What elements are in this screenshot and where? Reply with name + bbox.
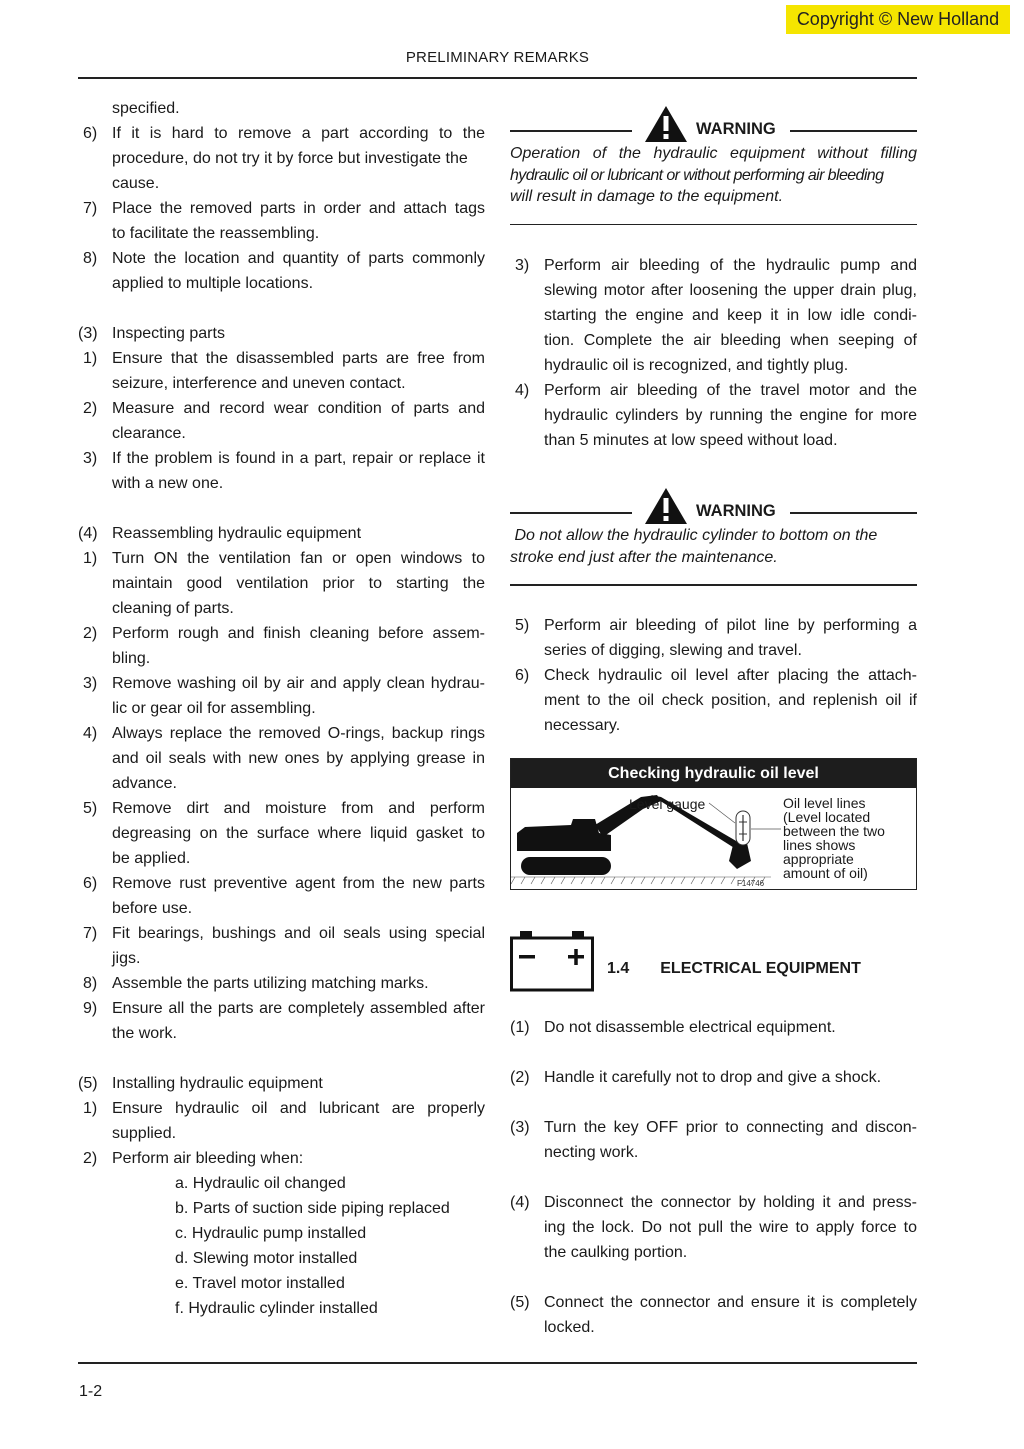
- warning-triangle-icon: [644, 487, 688, 525]
- oil-level-label-line: appropriate: [783, 851, 854, 867]
- item-text: than 5 minutes at low speed without load.: [544, 432, 838, 449]
- item-text: Perform air bleeding when:: [112, 1150, 304, 1167]
- item-text: Ensure hydraulic oil and lubricant are properly: [112, 1100, 485, 1117]
- item-text: slewing motor after loosening the upper drain plug,: [544, 282, 917, 299]
- item-text: Do not disassemble electrical equipment.: [544, 1019, 836, 1036]
- item-text: Installing hydraulic equipment: [112, 1075, 323, 1092]
- item-text: cause.: [112, 175, 160, 192]
- list-item-line: [78, 896, 485, 921]
- item-number: 7): [83, 925, 98, 942]
- list-item-line: [510, 1065, 917, 1090]
- warning-rule-bottom: [510, 224, 917, 226]
- item-text: the work.: [112, 1025, 177, 1042]
- list-item-line: [78, 621, 485, 646]
- list-item-line: [78, 946, 485, 971]
- list-item-line: [78, 271, 485, 296]
- item-number: (2): [510, 1069, 530, 1086]
- list-item-line: [510, 663, 917, 688]
- list-item-line: [78, 321, 485, 346]
- right-steps-block-1: [510, 253, 917, 453]
- list-item-line: [78, 796, 485, 821]
- list-item-line: [510, 1315, 917, 1340]
- item-number: (5): [78, 1075, 98, 1092]
- list-item-line: [510, 253, 917, 278]
- list-item-line: [78, 871, 485, 896]
- item-number: 5): [83, 800, 98, 817]
- list-item-line: [510, 328, 917, 353]
- warning-text-line: stroke end just after the maintenance.: [510, 548, 778, 566]
- list-item-line: [78, 721, 485, 746]
- oil-level-figure-box: [510, 758, 917, 890]
- electrical-items: [510, 1015, 917, 1340]
- item-text: to facilitate the reassembling.: [112, 225, 320, 242]
- warning-text: [510, 143, 917, 208]
- item-text: Check hydraulic oil level after placing the attach-: [544, 667, 917, 684]
- sub-list-item: [78, 1246, 485, 1271]
- warning-label: WARNING: [696, 502, 776, 520]
- section-title: ELECTRICAL EQUIPMENT: [660, 960, 861, 977]
- item-number: 2): [83, 1150, 98, 1167]
- warning-rule-left: [510, 512, 632, 514]
- item-number: 4): [83, 725, 98, 742]
- item-text: Turn the key OFF prior to connecting and discon-: [544, 1119, 917, 1136]
- list-item-line: [510, 1140, 917, 1165]
- item-text: Always replace the removed O-rings, backup rings: [112, 725, 485, 742]
- battery-icon: [510, 930, 594, 997]
- sub-list-item: [78, 1196, 485, 1221]
- list-item-line: [78, 521, 485, 546]
- item-text: advance.: [112, 775, 177, 792]
- warning-header: [510, 103, 917, 143]
- item-number: 6): [83, 875, 98, 892]
- item-text: Fit bearings, bushings and oil seals using special: [112, 925, 485, 942]
- item-text: and oil seals with new ones by applying grease in: [112, 750, 485, 767]
- list-item-line: [510, 403, 917, 428]
- list-item-line: [78, 121, 485, 146]
- list-item-line: [78, 671, 485, 696]
- item-text: degreasing on the surface where liquid gasket to: [112, 825, 485, 842]
- sub-item-text: e. Travel motor installed: [175, 1275, 345, 1292]
- warning-text-line: hydraulic oil or lubricant or without performing air bleeding: [510, 166, 884, 184]
- right-steps-block-2: [510, 613, 917, 738]
- list-item-line: [78, 921, 485, 946]
- item-text: Disconnect the connector by holding it and press-: [544, 1194, 917, 1211]
- warning-rule-right: [790, 130, 917, 132]
- item-text: Remove dirt and moisture from and perform: [112, 800, 485, 817]
- warning-text: [510, 525, 917, 568]
- item-number: (5): [510, 1294, 530, 1311]
- item-number: 5): [515, 617, 530, 634]
- item-text: If the problem is found in a part, repair or replace it: [112, 450, 485, 467]
- figure-title: Checking hydraulic oil level: [511, 759, 916, 788]
- list-item-line: [510, 1240, 917, 1265]
- item-number: (1): [510, 1019, 530, 1036]
- warning-label: WARNING: [696, 120, 776, 138]
- list-item-line: [78, 1071, 485, 1096]
- item-text: jigs.: [112, 950, 141, 967]
- item-text: tion. Complete the air bleeding when seeping of: [544, 332, 917, 349]
- item-text: Assemble the parts utilizing matching marks.: [112, 975, 429, 992]
- level-gauge-label: Level gauge: [629, 796, 706, 812]
- item-number: 8): [83, 250, 98, 267]
- list-item-line: [78, 146, 485, 171]
- left-column: [78, 96, 485, 1321]
- item-text: be applied.: [112, 850, 191, 867]
- oil-level-lines-label: [783, 796, 885, 880]
- list-item-line: [78, 571, 485, 596]
- item-text: Note the location and quantity of parts commonly: [112, 250, 485, 267]
- copyright-badge: Copyright © New Holland: [786, 5, 1010, 34]
- item-number: 3): [83, 675, 98, 692]
- list-item-line: [510, 1215, 917, 1240]
- item-number: (4): [78, 525, 98, 542]
- item-text: Measure and record wear condition of parts and: [112, 400, 485, 417]
- list-item-line: [510, 713, 917, 738]
- list-item-line: [510, 1290, 917, 1315]
- blank-line: [510, 1040, 917, 1065]
- warning-box-2: [510, 485, 917, 586]
- list-item-line: [510, 428, 917, 453]
- sub-list-item: [78, 1296, 485, 1321]
- list-item-line: [78, 371, 485, 396]
- list-item-line: [78, 396, 485, 421]
- item-number: 7): [83, 200, 98, 217]
- item-number: (3): [78, 325, 98, 342]
- item-number: 1): [83, 1100, 98, 1117]
- item-text: locked.: [544, 1319, 595, 1336]
- list-item-line: [78, 696, 485, 721]
- list-item-line: [510, 1190, 917, 1215]
- list-item-line: [78, 771, 485, 796]
- blank-line: [78, 296, 485, 321]
- item-text: necting work.: [544, 1144, 639, 1161]
- list-item-line: [78, 221, 485, 246]
- blank-line: [78, 1046, 485, 1071]
- sub-item-text: c. Hydraulic pump installed: [175, 1225, 367, 1242]
- list-item-line: [78, 996, 485, 1021]
- list-item-line: [78, 171, 485, 196]
- list-item-line: [510, 353, 917, 378]
- item-text: specified.: [112, 100, 180, 117]
- page-number: 1-2: [79, 1383, 103, 1400]
- list-item-line: [510, 378, 917, 403]
- blank-line: [510, 1265, 917, 1290]
- warning-triangle-icon: [644, 105, 688, 143]
- item-text: applied to multiple locations.: [112, 275, 314, 292]
- item-text: hydraulic oil is recognized, and tightly plug.: [544, 357, 849, 374]
- list-item-line: [78, 246, 485, 271]
- warning-rule-left: [510, 130, 632, 132]
- sub-list-item: [78, 1171, 485, 1196]
- item-text: Perform rough and finish cleaning before assem-: [112, 625, 485, 642]
- item-number: 8): [83, 975, 98, 992]
- sub-item-text: b. Parts of suction side piping replaced: [175, 1200, 450, 1217]
- item-text: Remove rust preventive agent from the new parts: [112, 875, 485, 892]
- item-text: before use.: [112, 900, 193, 917]
- item-number: (3): [510, 1119, 530, 1136]
- item-text: cleaning of parts.: [112, 600, 234, 617]
- list-item-line: [78, 821, 485, 846]
- item-text: Turn ON the ventilation fan or open windows to: [112, 550, 485, 567]
- item-text: Reassembling hydraulic equipment: [112, 525, 362, 542]
- list-item-line: [510, 638, 917, 663]
- list-item-line: [78, 746, 485, 771]
- item-number: 4): [515, 382, 530, 399]
- list-item-line: [78, 1146, 485, 1171]
- figure-code: F14746: [737, 879, 765, 888]
- list-item-line: [510, 303, 917, 328]
- blank-line: [510, 1165, 917, 1190]
- item-text: seizure, interference and uneven contact.: [112, 375, 406, 392]
- item-text: Connect the connector and ensure it is completely: [544, 1294, 917, 1311]
- warning-text-line: will result in damage to the equipment.: [510, 188, 784, 205]
- item-number: 2): [83, 625, 98, 642]
- item-number: 3): [515, 257, 530, 274]
- list-item-line: [78, 346, 485, 371]
- warning-text-line: Operation of the hydraulic equipment without filling: [510, 145, 917, 162]
- list-item-line: [510, 613, 917, 638]
- item-number: 9): [83, 1000, 98, 1017]
- oil-level-label-line: lines shows: [783, 837, 856, 853]
- header-rule: [78, 77, 917, 79]
- warning-rule-right: [790, 512, 917, 514]
- oil-level-label-line: amount of oil): [783, 865, 868, 881]
- section-heading: [607, 960, 861, 978]
- warning-header: [510, 485, 917, 525]
- list-item-line: [78, 471, 485, 496]
- item-text: series of digging, slewing and travel.: [544, 642, 802, 659]
- warning-text-line: Do not allow the hydraulic cylinder to bottom on the: [510, 527, 878, 544]
- item-text: starting the engine and keep it in low idle condi-: [544, 307, 917, 324]
- sub-item-text: d. Slewing motor installed: [175, 1250, 358, 1267]
- list-item-line: [78, 196, 485, 221]
- item-text: Perform air bleeding of the travel motor and the: [544, 382, 917, 399]
- list-item-line: [510, 1015, 917, 1040]
- section-number: 1.4: [607, 960, 630, 977]
- item-text: hydraulic cylinders by running the engine for more: [544, 407, 917, 424]
- list-item-line: [78, 446, 485, 471]
- item-number: 1): [83, 550, 98, 567]
- page-header-title: PRELIMINARY REMARKS: [405, 49, 590, 66]
- item-text: Handle it carefully not to drop and give a shock.: [544, 1069, 882, 1086]
- item-text: lic or gear oil for assembling.: [112, 700, 316, 717]
- sub-item-text: a. Hydraulic oil changed: [175, 1175, 346, 1192]
- item-number: 1): [83, 350, 98, 367]
- item-text: necessary.: [544, 717, 621, 734]
- list-item-line: [78, 971, 485, 996]
- item-text: the caulking portion.: [544, 1244, 688, 1261]
- item-text: supplied.: [112, 1125, 177, 1142]
- oil-level-label-line: Oil level lines: [783, 795, 866, 811]
- item-text: ment to the oil check position, and replenish oil if: [544, 692, 917, 709]
- item-text: If it is hard to remove a part according to the: [112, 125, 485, 142]
- list-item-line: [78, 1121, 485, 1146]
- list-item-line: [78, 1021, 485, 1046]
- oil-level-label-line: between the two: [783, 823, 885, 839]
- item-text: Ensure all the parts are completely assembled after: [112, 1000, 485, 1017]
- item-text: procedure, do not try it by force but investigate the: [112, 150, 468, 167]
- sub-item-text: f. Hydraulic cylinder installed: [175, 1300, 378, 1317]
- footer-rule: [78, 1362, 917, 1364]
- warning-box-1: [510, 103, 917, 225]
- list-item-line: [78, 96, 485, 121]
- item-text: Place the removed parts in order and attach tags: [112, 200, 485, 217]
- item-text: Perform air bleeding of pilot line by performing a: [544, 617, 917, 634]
- sub-list-item: [78, 1271, 485, 1296]
- item-number: 3): [83, 450, 98, 467]
- list-item-line: [78, 646, 485, 671]
- list-item-line: [78, 846, 485, 871]
- list-item-line: [78, 1096, 485, 1121]
- list-item-line: [78, 546, 485, 571]
- blank-line: [78, 496, 485, 521]
- item-text: Inspecting parts: [112, 325, 225, 342]
- item-text: Perform air bleeding of the hydraulic pump and: [544, 257, 917, 274]
- item-number: 6): [83, 125, 98, 142]
- warning-rule-bottom: [510, 584, 917, 586]
- item-text: maintain good ventilation prior to starting the: [112, 575, 485, 592]
- item-text: Remove washing oil by air and apply clean hydrau-: [112, 675, 485, 692]
- item-text: Ensure that the disassembled parts are free from: [112, 350, 485, 367]
- oil-level-label-line: (Level located: [783, 809, 871, 825]
- item-text: ing the lock. Do not pull the wire to apply force to: [544, 1219, 917, 1236]
- item-text: clearance.: [112, 425, 186, 442]
- item-number: (4): [510, 1194, 530, 1211]
- list-item-line: [510, 278, 917, 303]
- list-item-line: [510, 1115, 917, 1140]
- item-text: with a new one.: [112, 475, 224, 492]
- item-number: 2): [83, 400, 98, 417]
- list-item-line: [78, 421, 485, 446]
- item-text: bling.: [112, 650, 151, 667]
- sub-list-item: [78, 1221, 485, 1246]
- list-item-line: [510, 688, 917, 713]
- blank-line: [510, 1090, 917, 1115]
- list-item-line: [78, 596, 485, 621]
- item-number: 6): [515, 667, 530, 684]
